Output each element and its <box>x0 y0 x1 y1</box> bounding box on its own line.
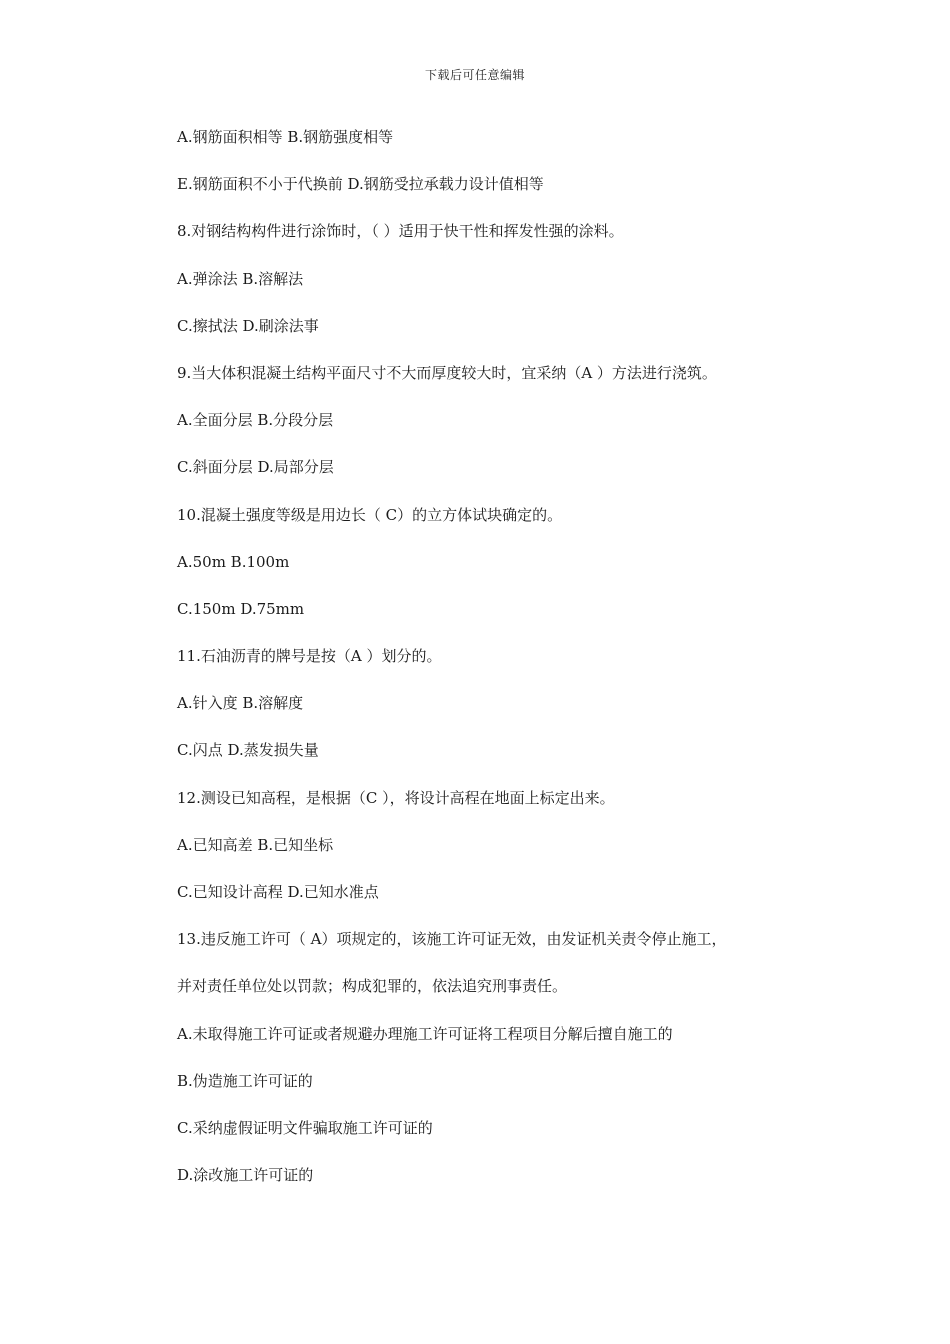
question-12: 12.测设已知高程，是根据（C ），将设计高程在地面上标定出来。 <box>177 788 615 807</box>
option-line-q9-cd: C.斜面分层 D.局部分层 <box>177 458 334 477</box>
question-11: 11.石油沥青的牌号是按（A ）划分的。 <box>177 647 442 666</box>
option-q13-a: A.未取得施工许可证或者规避办理施工许可证将工程项目分解后擅自施工的 <box>177 1024 673 1043</box>
question-8: 8.对钢结构构件进行涂饰时，（ ）适用于快干性和挥发性强的涂料。 <box>177 222 624 241</box>
option-line-q12-cd: C.已知设计高程 D.已知水准点 <box>177 883 379 901</box>
option-line-q8-cd: C.擦拭法 D.刷涂法事 <box>177 316 319 335</box>
option-line-q7-ab: A.钢筋面积相等 B.钢筋强度相等 <box>177 128 394 146</box>
option-line-q10-cd: C.150m D.75mm <box>177 599 305 618</box>
question-9: 9.当大体积混凝土结构平面尺寸不大而厚度较大时，宜采纳（A ）方法进行浇筑。 <box>177 363 717 382</box>
question-13: 13.违反施工许可（ A）项规定的，该施工许可证无效，由发证机关责令停止施工， <box>177 930 727 949</box>
document-body <box>177 122 817 1207</box>
option-line-q11-ab: A.针入度 B.溶解度 <box>177 694 304 713</box>
option-q13-d: D.涂改施工许可证的 <box>177 1166 314 1185</box>
question-13-continued: 并对责任单位处以罚款；构成犯罪的，依法追究刑事责任。 <box>177 977 568 996</box>
option-line-q12-ab: A.已知高差 B.已知坐标 <box>177 835 334 854</box>
question-10: 10.混凝土强度等级是用边长（ C）的立方体试块确定的。 <box>177 505 563 524</box>
option-line-q8-ab: A.弹涂法 B.溶解法 <box>177 269 304 288</box>
page-header: 下载后可任意编辑 <box>424 68 525 82</box>
option-q13-c: C.采纳虚假证明文件骗取施工许可证的 <box>177 1118 433 1137</box>
option-line-q11-cd: C.闪点 D.蒸发损失量 <box>177 741 319 760</box>
option-q13-b: B.伪造施工许可证的 <box>177 1071 313 1090</box>
option-line-q10-ab: A.50m B.100m <box>177 552 290 571</box>
option-line-q7-cd: E.钢筋面积不小于代换前 D.钢筋受拉承载力设计值相等 <box>177 175 544 194</box>
option-line-q9-ab: A.全面分层 B.分段分层 <box>177 411 334 430</box>
